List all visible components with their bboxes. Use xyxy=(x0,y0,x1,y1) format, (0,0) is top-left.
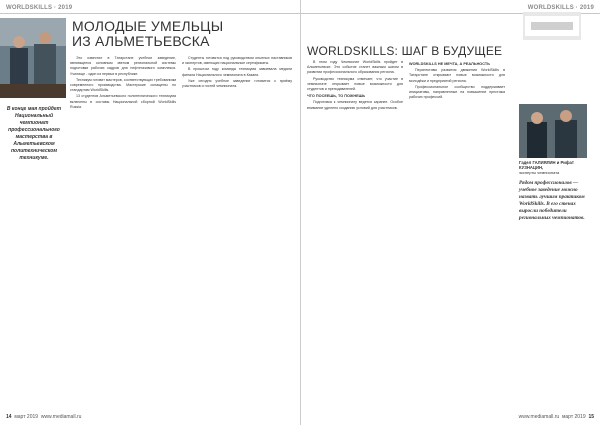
caption-role: эксперты чемпионата xyxy=(519,170,560,175)
subheading: ЧТО ПОСЕЕШЬ, ТО ПОЖНЕШЬ xyxy=(307,94,366,99)
workshop-photo xyxy=(0,18,66,98)
paragraph: В этом году Чемпионат WorldSkills пройдет в Альметьевске. Это событие станет важным шагом в развитии профессионального образования региона. xyxy=(307,60,403,75)
paragraph: Это известие в Татарстане учебное заведение, являющееся основным звеном региональной системы подготовки рабочих кадров для нефтегазового комплекса. Училище - один из первых в республике. xyxy=(70,56,176,76)
page-number: 15 xyxy=(588,414,594,420)
article-column-4 xyxy=(409,60,505,400)
paragraph: В прошлом году команда техникума завоевала медали финала Национального чемпионата в Казани. xyxy=(182,67,292,77)
pull-quote: Рядом профессионалов — учебное заведение можно назвать лучшим практиком WorldSkills. В его стенах выросли победители региональных чемпионатов. xyxy=(519,180,585,221)
title-line-2: ИЗ АЛЬМЕТЬЕВСКА xyxy=(72,33,210,49)
article-column-1 xyxy=(70,56,176,398)
page-title-right: WORLDSKILLS: ШАГ В БУДУЩЕЕ xyxy=(307,44,503,58)
running-head-right: WORLDSKILLS · 2019 xyxy=(527,5,594,11)
footer-site: www.mediamall.ru xyxy=(518,414,560,420)
paragraph: Профессиональное сообщество поддерживает инициативы, направленные на повышение престижа рабочих профессий. xyxy=(409,84,505,100)
photo-caption xyxy=(519,160,593,175)
footer-site: www.mediamall.ru xyxy=(40,414,82,420)
article-column-2 xyxy=(182,56,292,398)
caption-names: Гадел ГАЛИЯЛИН и Рифат КУЗНАЦИН, xyxy=(519,160,574,170)
paragraph: 13 студентов Альметьевского политехнического техникума включены в составы Национальной сборной WorldSkills Russia. xyxy=(70,94,176,109)
experts-photo xyxy=(519,104,587,158)
page-number: 14 xyxy=(6,414,12,420)
title-line-1: МОЛОДЫЕ УМЕЛЬЦЫ xyxy=(72,18,224,34)
footer-date: март 2019 xyxy=(561,414,586,420)
page-title-left xyxy=(72,19,292,49)
paragraph: Подготовка к чемпионату ведется заранее. Особое внимание уделено созданию условий для участников. xyxy=(307,100,403,110)
sidebar-lead: В конце мая пройдет Национальный чемпионат профессионального мастерства в Альметьевском политехническом техникуме. xyxy=(6,106,62,161)
right-page xyxy=(300,0,600,425)
footer-left xyxy=(6,414,81,420)
running-head-left: WORLDSKILLS · 2019 xyxy=(6,5,73,11)
paragraph: Руководство техникума отмечает, что участие в чемпионате открывает новые возможности для студентов и преподавателей. xyxy=(307,76,403,92)
paragraph: Студенты готовятся под руководством опытных наставников и экспертов, имеющих национальные сертификаты. xyxy=(182,56,292,66)
paragraph: Техникум готовит мастеров, соответствующих требованиям современного производства. Мастерские оснащены по стандартам WorldSkills. xyxy=(70,77,176,93)
paragraph: Перспективы развития движения WorldSkills в Татарстане открывают новые возможности для молодёжи и предприятий региона. xyxy=(409,68,505,83)
footer-date: март 2019 xyxy=(14,414,39,420)
subheading: WORLDSKILLS НЕ МЕЧТА, А РЕАЛЬНОСТЬ xyxy=(409,62,490,66)
paragraph: Уже сегодня учебное заведение готовится к приёму участников и гостей чемпионата. xyxy=(182,78,292,89)
worldskills-logo xyxy=(523,12,581,40)
article-column-3 xyxy=(307,60,403,400)
footer-right xyxy=(519,414,594,420)
rule xyxy=(0,13,300,14)
